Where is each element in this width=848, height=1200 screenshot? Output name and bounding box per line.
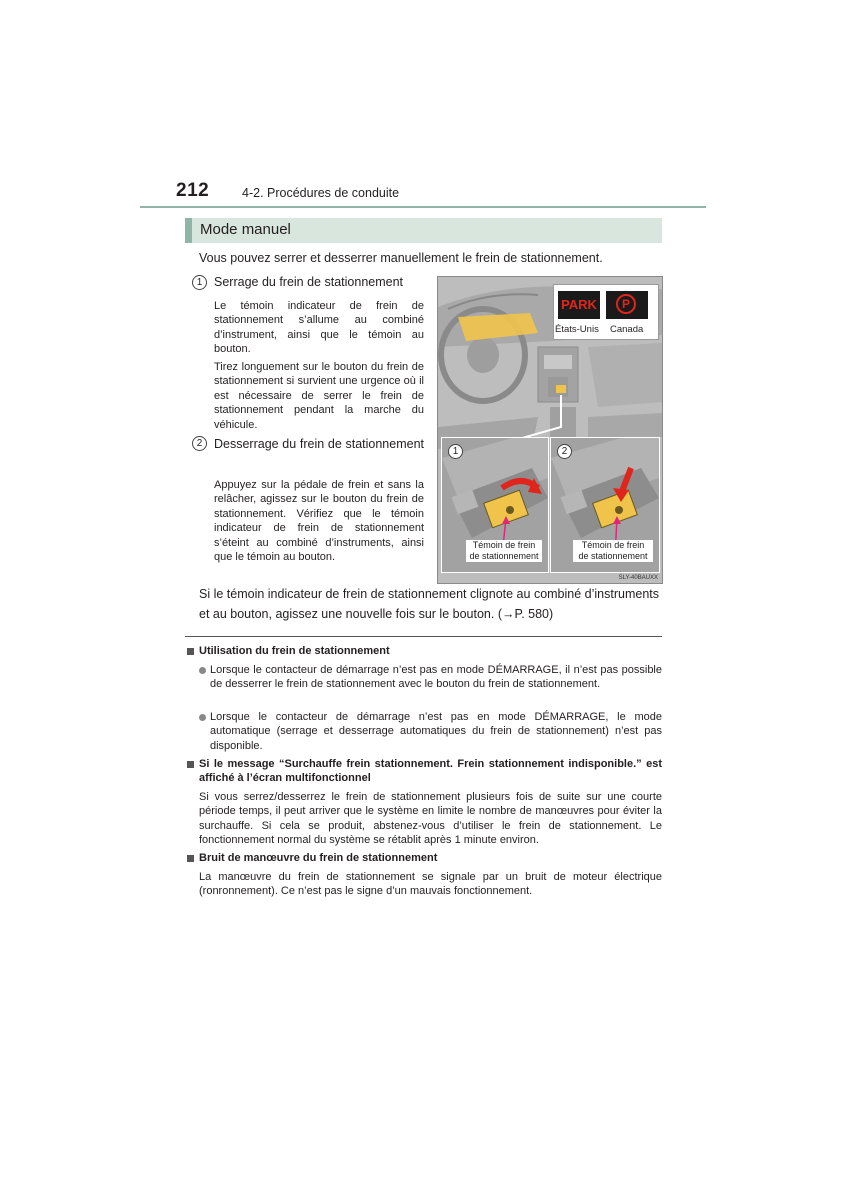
inset-label-line: Témoin de frein	[581, 540, 645, 550]
step-paragraph: Le témoin indicateur de frein de stationnement s’allume au combiné d’instrument, ainsi que le témoin au bouton.	[214, 300, 424, 356]
step-title: Desserrage du frein de stationnement	[214, 437, 424, 451]
step-number-badge: 2	[192, 436, 207, 451]
info-body: Si vous serrez/desserrez le frein de stationnement plusieurs fois de suite sur une courte période temps, il peut arriver que le système en limite le nombre de manœuvres pour éviter la surchauffe. Si cela se produit, abstenez-vous d’utiliser le frein de stationnement. Le fonctionnement normal du système se rétablit après 1 minute environ.	[199, 791, 662, 847]
chapter-title: 4-2. Procédures de conduite	[242, 186, 400, 200]
inset-number-badge: 2	[557, 444, 572, 459]
square-bullet-icon	[187, 855, 194, 862]
info-bullet: Lorsque le contacteur de démarrage n’est pas en mode DÉMARRAGE, le mode automatique (serrage et desserrage automatiques du frein de stationnement) n’est pas disponible.	[210, 711, 662, 752]
parking-brake-illustration	[437, 276, 663, 584]
inset-label	[466, 540, 542, 562]
inset-label-line: de stationnement	[578, 551, 648, 561]
info-title: Utilisation du frein de stationnement	[199, 645, 390, 657]
parking-brake-icon: P	[616, 294, 636, 314]
figure-code: SLY-40BAUXX	[618, 575, 658, 581]
inset-label-line: Témoin de frein	[472, 540, 536, 550]
section-intro: Vous pouvez serrer et desserrer manuellement le frein de stationnement.	[199, 251, 603, 265]
inset-number-badge: 1	[448, 444, 463, 459]
park-indicator	[558, 291, 600, 319]
step-paragraph: Tirez longuement sur le bouton du frein de stationnement si survient une urgence où il est nécessaire de serrer le frein de stationnement pendant la marche du véhicule.	[214, 361, 424, 431]
inset-label	[573, 540, 653, 562]
round-bullet-icon	[199, 714, 206, 721]
round-bullet-icon	[199, 667, 206, 674]
step-number-badge: 1	[192, 275, 207, 290]
square-bullet-icon	[187, 648, 194, 655]
p-indicator	[606, 291, 648, 319]
label-us: États-Unis	[555, 324, 599, 335]
label-canada: Canada	[610, 324, 644, 335]
info-title: Bruit de manœuvre du frein de stationnement	[199, 852, 438, 864]
info-body: La manœuvre du frein de stationnement se signale par un bruit de moteur électrique (ronronnement). Ce n’est pas le signe d’un mauvais fonctionnement.	[199, 871, 662, 898]
inset-apply	[441, 437, 549, 573]
inset-release	[550, 437, 660, 573]
info-bullet: Lorsque le contacteur de démarrage n’est pas en mode DÉMARRAGE, il n’est pas possible de desserrer le frein de stationnement avec le bouton du frein de stationnement.	[210, 664, 662, 691]
step-title: Serrage du frein de stationnement	[214, 275, 404, 289]
info-title: Si le message “Surchauffe frein stationnement. Frein stationnement indisponible.” est affiché à l’écran multifonctionnel	[199, 758, 662, 785]
section-title: Mode manuel	[200, 221, 291, 238]
note-paragraph: Si le témoin indicateur de frein de stationnement clignote au combiné d’instruments et au bouton, agissez une nouvelle fois sur le bouton. (→P. 580)	[199, 587, 659, 621]
inset-label-line: de stationnement	[469, 551, 539, 561]
park-indicator-text: PARK	[561, 297, 597, 312]
page-number: 212	[176, 180, 210, 201]
indicator-callout	[553, 284, 659, 340]
info-divider	[185, 636, 662, 637]
step-paragraph: Appuyez sur la pédale de frein et sans la relâcher, agissez sur le bouton du frein de stationnement. Vérifiez que le témoin indicateur de frein de stationnement s’éteint au combiné d’instruments, ainsi que le témoin au bouton.	[214, 479, 424, 564]
square-bullet-icon	[187, 761, 194, 768]
section-header	[185, 218, 662, 243]
header-divider	[140, 206, 706, 208]
